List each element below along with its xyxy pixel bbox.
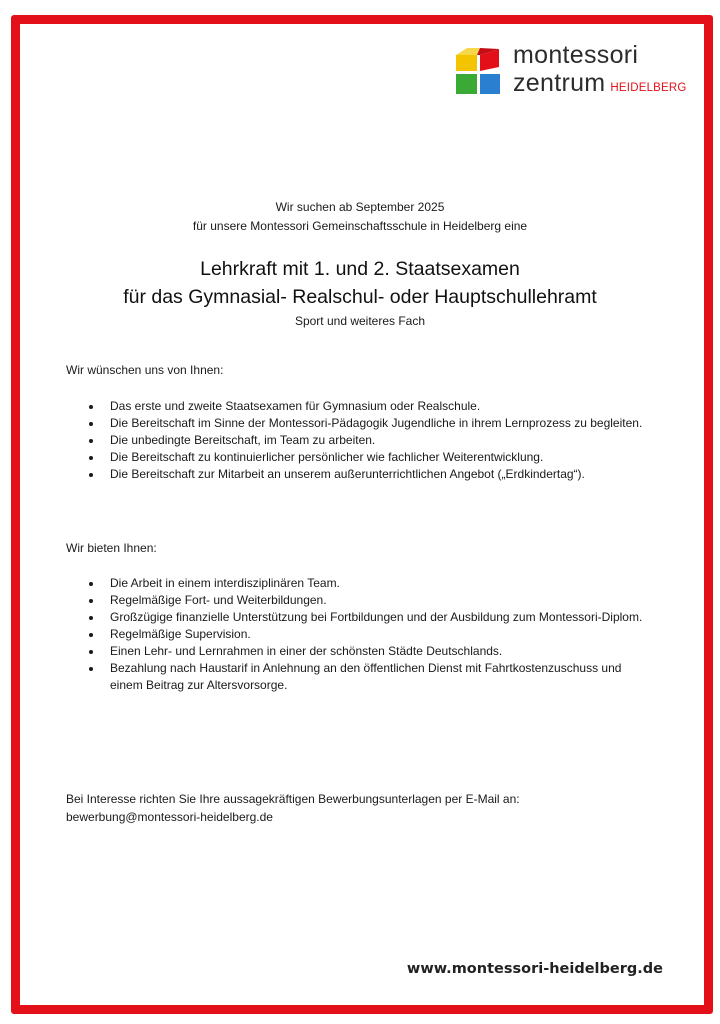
wishes-heading: Wir wünschen uns von Ihnen: <box>66 363 224 377</box>
logo-wordmark-line2: zentrum <box>513 69 606 97</box>
logo-city: HEIDELBERG <box>610 82 687 94</box>
list-item: Die unbedingte Bereitschaft, im Team zu arbeiten. <box>86 432 656 449</box>
logo-wordmark-line1: montessori <box>513 41 639 69</box>
offers-list <box>86 575 656 694</box>
list-item: Regelmäßige Supervision. <box>86 626 656 643</box>
job-title-line-1: Lehrkraft mit 1. und 2. Staatsexamen <box>200 258 520 280</box>
intro-line-1: Wir suchen ab September 2025 <box>275 200 445 214</box>
list-item: Einen Lehr- und Lernrahmen in einer der schönsten Städte Deutschlands. <box>86 643 656 660</box>
wishes-list <box>86 398 656 483</box>
red-border-frame <box>11 15 713 1014</box>
logo <box>453 43 693 103</box>
list-item: Bezahlung nach Haustarif in Anlehnung an den öffentlichen Dienst mit Fahrtkostenzuschuss und einem Beitrag zur Altersvorsorge. <box>86 660 656 694</box>
list-item: Die Arbeit in einem interdisziplinären Team. <box>86 575 656 592</box>
list-item: Das erste und zweite Staatsexamen für Gymnasium oder Realschule. <box>86 398 656 415</box>
job-subtitle: Sport und weiteres Fach <box>294 314 426 328</box>
contact-email[interactable]: bewerbung@montessori-heidelberg.de <box>66 810 273 824</box>
logo-squares-icon <box>453 45 505 97</box>
list-item: Die Bereitschaft zu kontinuierlicher persönlicher wie fachlicher Weiterentwicklung. <box>86 449 656 466</box>
list-item: Die Bereitschaft im Sinne der Montessori-Pädagogik Jugendliche in ihrem Lernprozess zu begleiten. <box>86 415 656 432</box>
list-item: Regelmäßige Fort- und Weiterbildungen. <box>86 592 656 609</box>
contact-block <box>66 790 520 826</box>
website-url[interactable]: www.montessori-heidelberg.de <box>406 961 663 977</box>
contact-text: Bei Interesse richten Sie Ihre aussagekräftigen Bewerbungsunterlagen per E-Mail an: <box>66 792 520 806</box>
offers-heading: Wir bieten Ihnen: <box>66 541 157 555</box>
intro-line-2: für unsere Montessori Gemeinschaftsschule in Heidelberg eine <box>192 219 528 233</box>
list-item: Die Bereitschaft zur Mitarbeit an unserem außerunterrichtlichen Angebot („Erdkindertag“). <box>86 466 656 483</box>
list-item: Großzügige finanzielle Unterstützung bei Fortbildungen und der Ausbildung zum Montessori-Diplom. <box>86 609 656 626</box>
job-title-line-2: für das Gymnasial- Realschul- oder Hauptschullehramt <box>123 286 597 308</box>
